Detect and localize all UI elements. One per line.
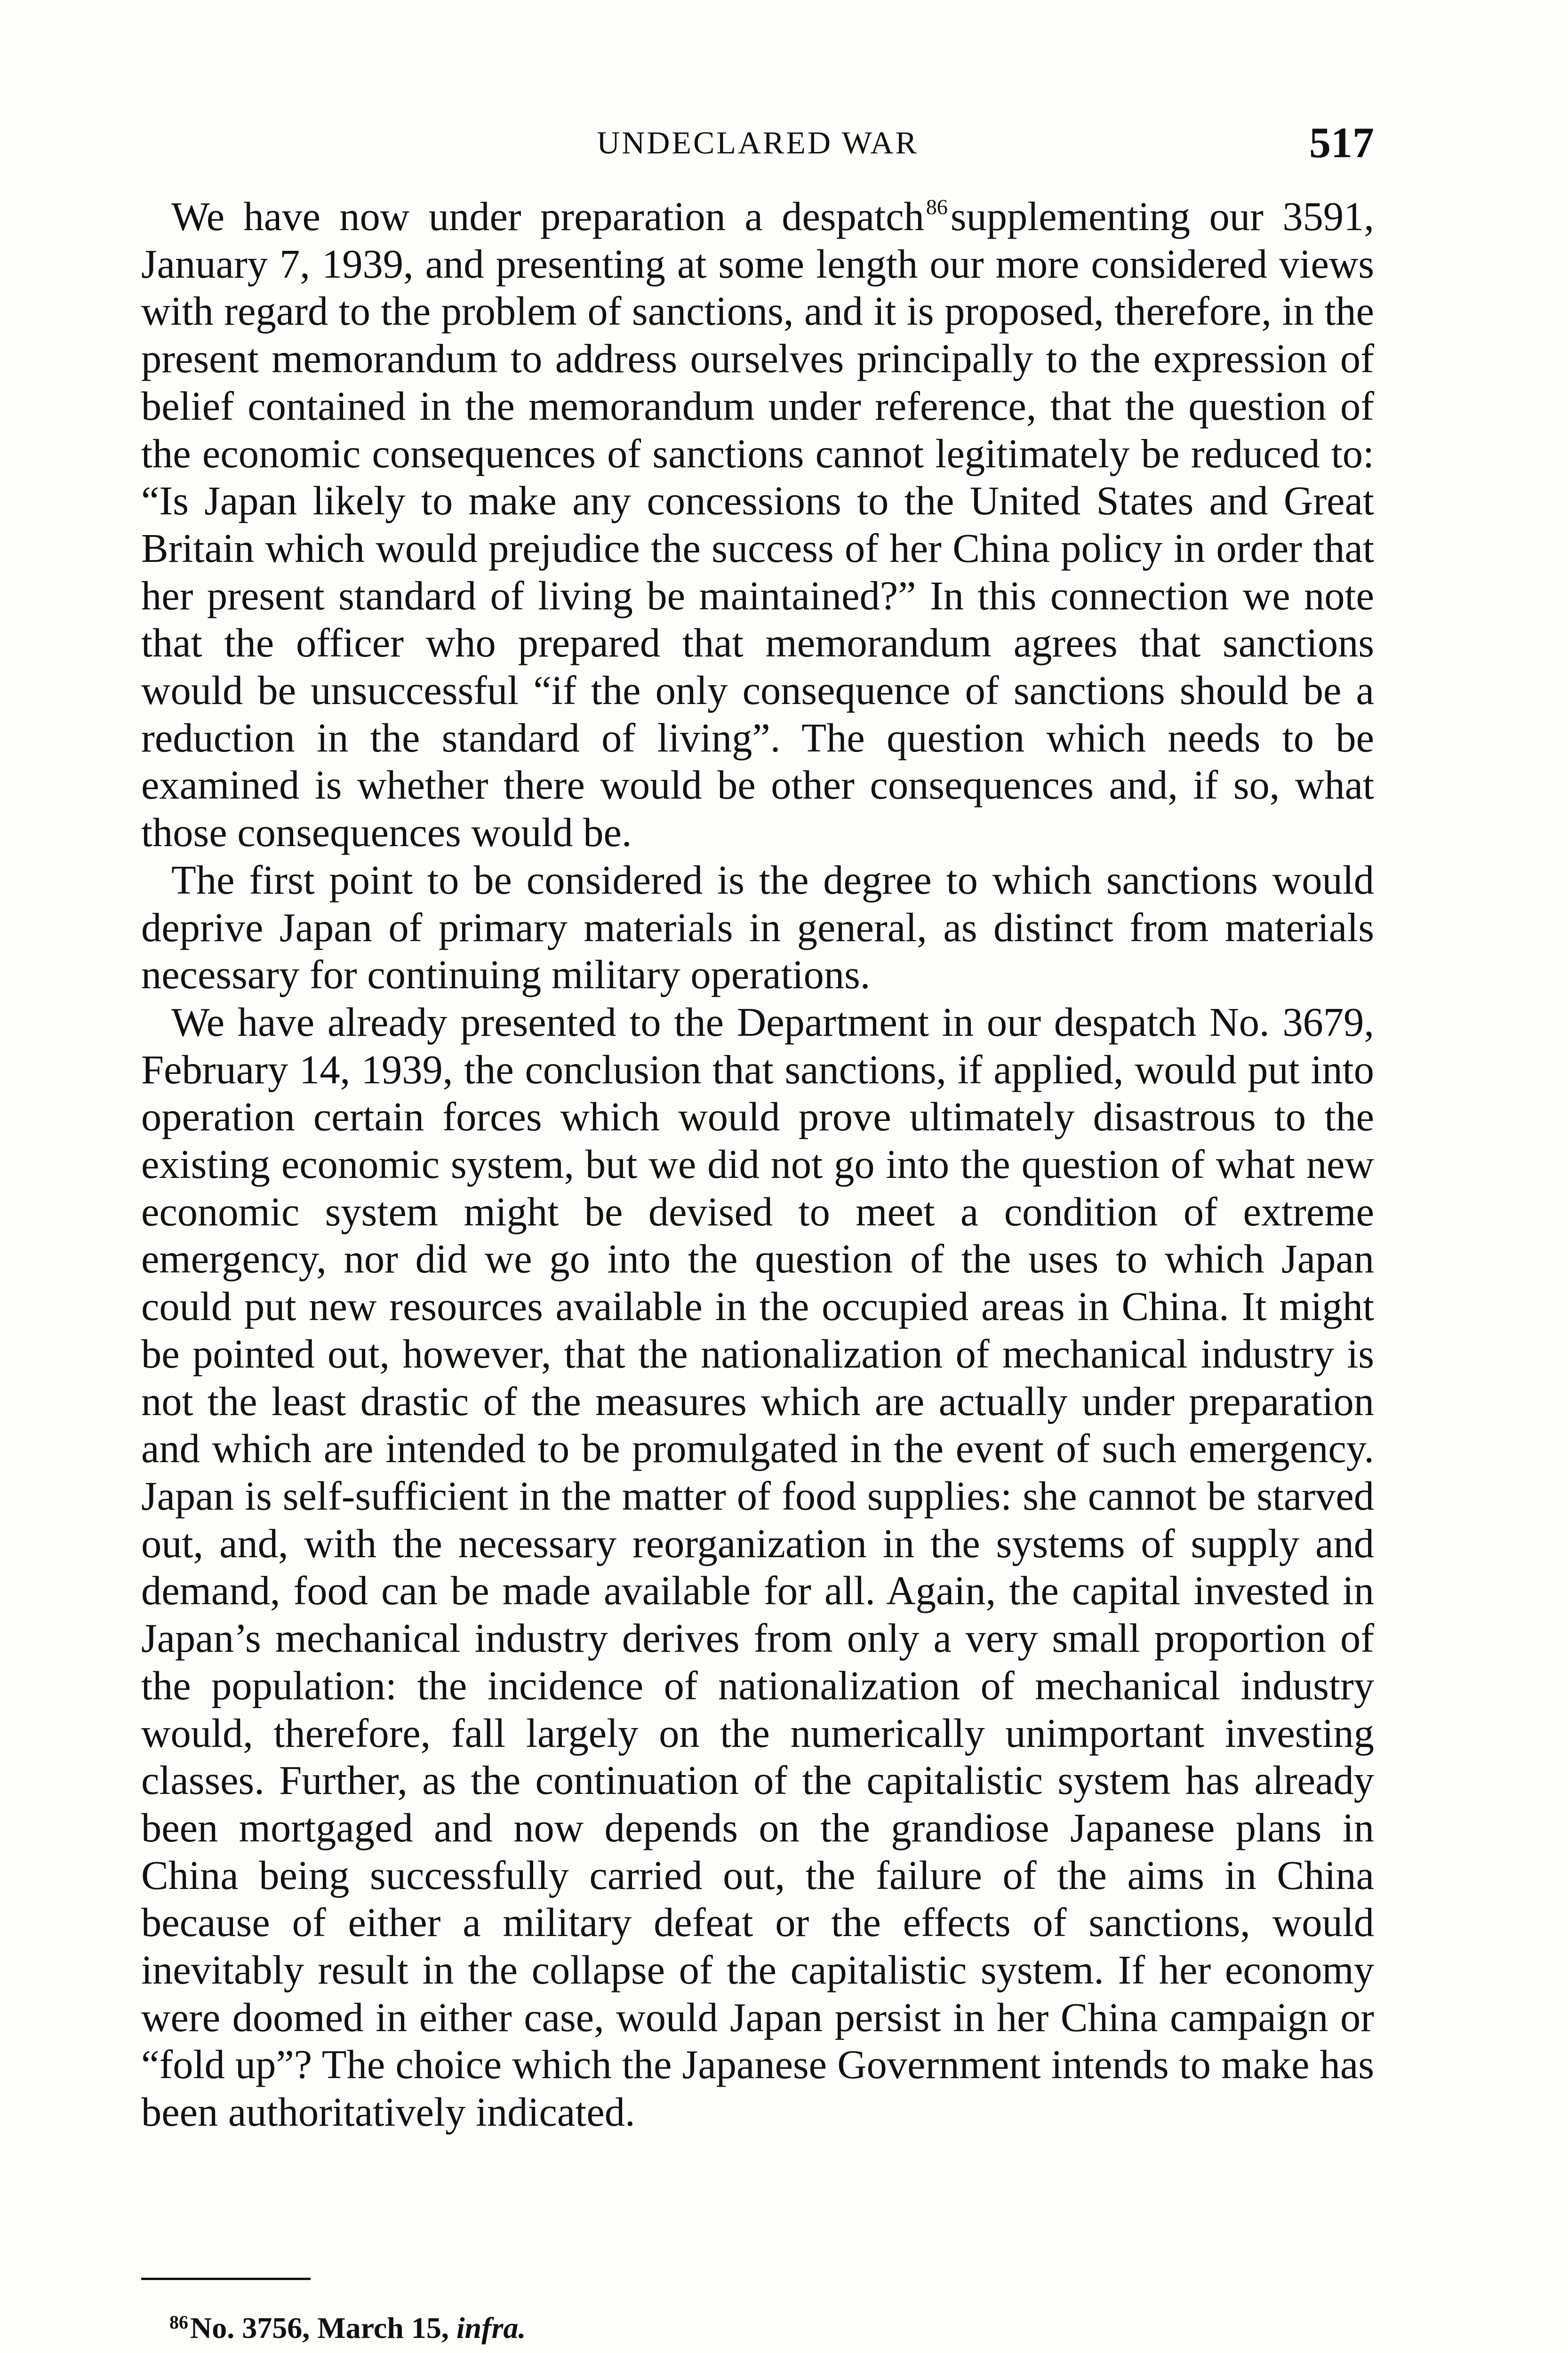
paragraph-text: We have now under preparation a despatch: [171, 194, 924, 239]
footnote-marker: 86: [169, 2312, 188, 2333]
running-title: UNDECLARED WAR: [597, 125, 919, 160]
paragraph: [141, 193, 1374, 856]
footnote-italic-text: infra.: [456, 2311, 526, 2345]
body-text: [141, 193, 1374, 2136]
paragraph: We have already presented to the Department in our despatch No. 3679, February 14, 1939, the conclusion that sanctions, if applied, would put into operation certain forces which would prove ultimately disastrous to the existing economic system, but we did not go into the question of what new economic system might be devised to meet a condition of extreme emergency, nor did we go into the question of the uses to which Japan could put new resources available in the occupied areas in China. It might be pointed out, however, that the nationalization of mechanical industry is not the least drastic of the measures which are actually under preparation and which are intended to be promulgated in the event of such emergency. Japan is self-sufficient in the matter of food supplies: she cannot be starved out, and, with the necessary reorganization in the systems of supply and demand, food can be made available for all. Again, the capital invested in Japan’s mechanical industry derives from only a very small proportion of the population: the incidence of nationalization of mechanical industry would, therefore, fall largely on the numerically unimportant investing classes. Further, as the continuation of the capitalistic system has already been mortgaged and now depends on the grandiose Japanese plans in China being successfully carried out, the failure of the aims in China because of either a military defeat or the effects of sanctions, would inevitably result in the collapse of the capitalistic system. If her economy were doomed in either case, would Japan persist in her China campaign or “fold up”? The choice which the Japanese Government intends to make has been authoritatively indicated.: [141, 999, 1374, 2135]
footnote-text: No. 3756, March 15,: [190, 2311, 449, 2345]
paragraph: The first point to be considered is the degree to which sanctions would deprive Japan of primary materials in general, as distinct from materials necessary for continuing military operations.: [141, 857, 1374, 998]
page-number: 517: [1309, 119, 1374, 167]
running-head: [141, 118, 1374, 169]
footnote: [169, 2304, 526, 2347]
paragraph-text: supplementing our 3591, January 7, 1939, and presenting at some length our more considered views with regard to the problem of sanctions, and it is proposed, therefore, in the present memorandum to address ourselves principally to the expression of belief contained in the memorandum under reference, that the question of the economic consequences of sanctions cannot legitimately be reduced to: “Is Japan likely to make any concessions to the United States and Great Britain which would prejudice the success of her China policy in order that her present standard of living be maintained?” In this connection we note that the officer who prepared that memorandum agrees that sanctions would be unsuccessful “if the only consequence of sanctions should be a reduction in the standard of living”. The question which needs to be examined is whether there would be other consequences and, if so, what those consequences would be.: [141, 194, 1374, 856]
footnote-rule: [141, 2278, 311, 2280]
footnote-reference: 86: [926, 195, 948, 219]
